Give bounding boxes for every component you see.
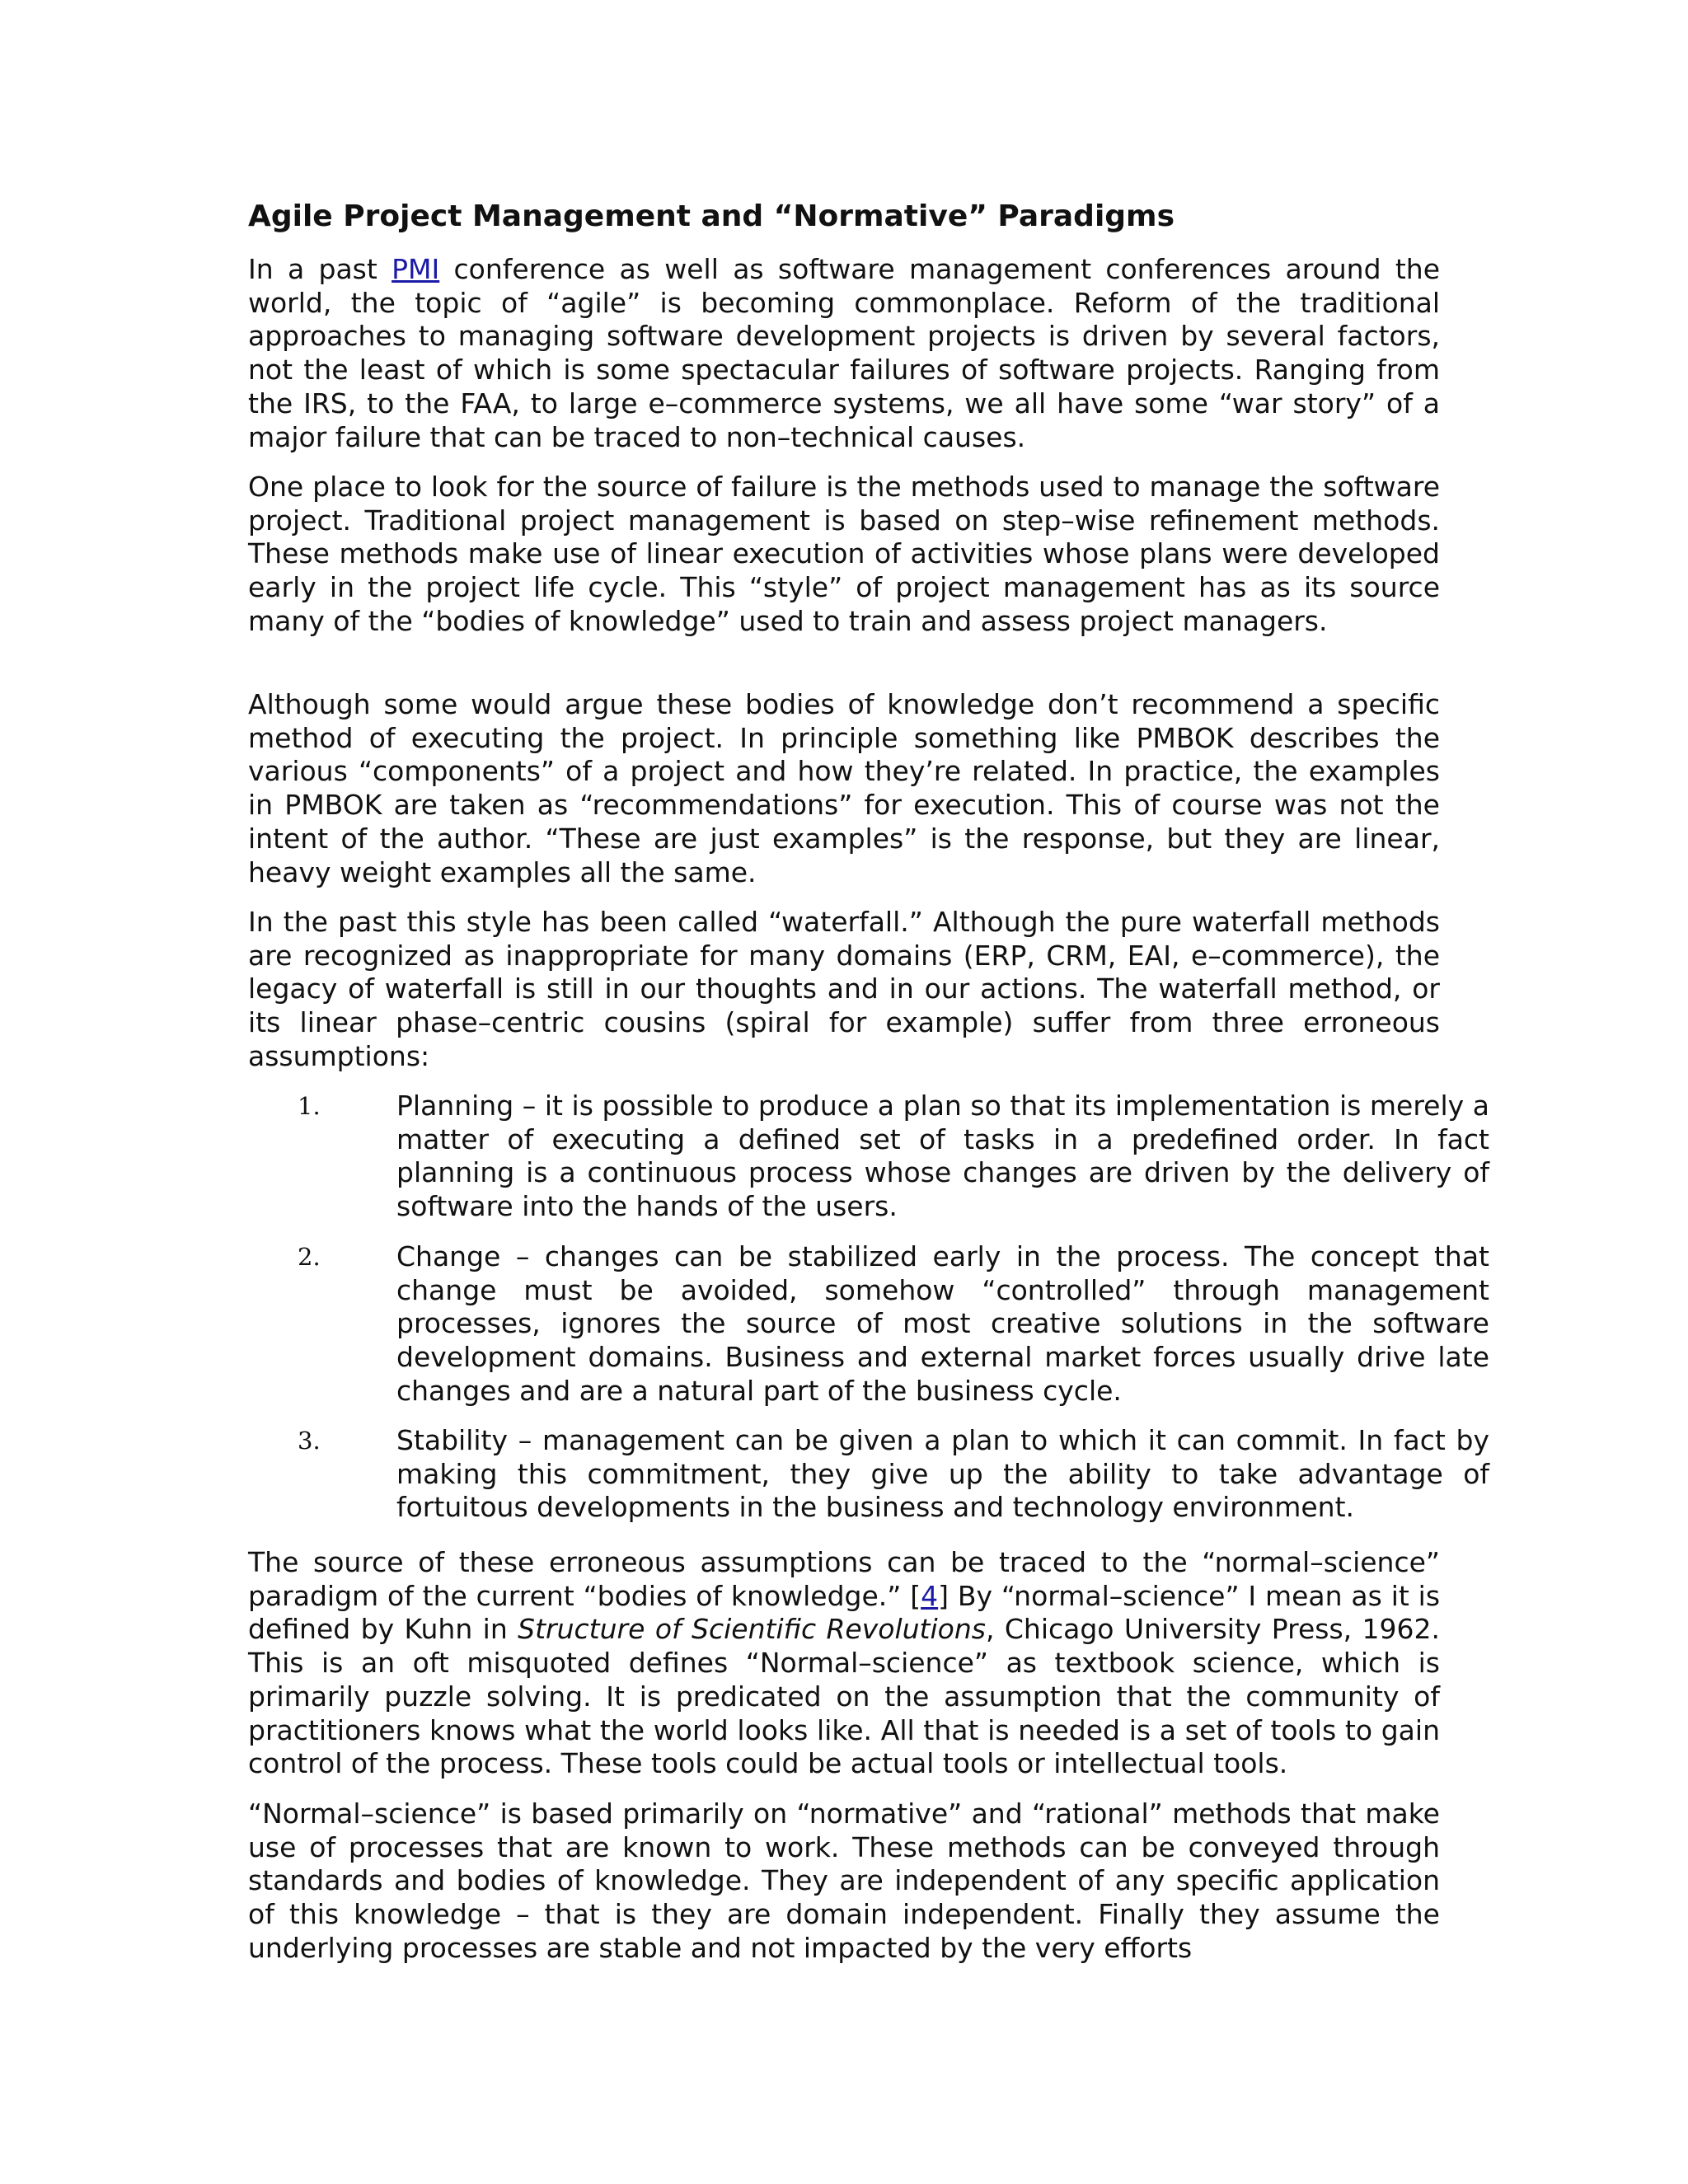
paragraph-1-lead: In a past (248, 253, 392, 285)
book-title: Structure of Scientific Revolutions (518, 1613, 986, 1646)
document-title: Agile Project Management and “Normative” Paradigms (248, 199, 1175, 233)
pmi-link[interactable]: PMI (392, 253, 440, 285)
list-number: 2. (298, 1243, 321, 1271)
reference-link[interactable]: 4 (921, 1579, 939, 1612)
list-item-text: Change – changes can be stabilized early in the process. The concept that change must be avoided, somehow “controlled” through management processes, ignores the source of most creative solutions in the software development domains. Business and external market forces usually drive late changes and are a natural part of the business cycle. (396, 1240, 1489, 1407)
paragraph-4: In the past this style has been called “waterfall.” Although the pure waterfall methods are recognized as inappropriate for many domains (ERP, CRM, EAI, e–commerce), the legacy of waterfall is still in our thoughts and in our actions. The waterfall method, or its linear phase–centric cousins (spiral for example) suffer from three erroneous assumptions: (248, 906, 1440, 1072)
list-number: 1. (298, 1092, 321, 1120)
paragraph-5-middle: ] By “normal–science” I mean as it is defined by Kuhn in (248, 1579, 1441, 1646)
paragraph-5 (248, 1546, 1440, 1781)
list-number: 3. (298, 1427, 321, 1455)
paragraph-1-body: conference as well as software management conferences around the world, the topic of “agile” is becoming commonplace. Reform of the traditional approaches to managing software development projects is driven by several factors, not the least of which is some spectacular failures of software projects. Ranging from the IRS, to the FAA, to large e–commerce systems, we all have some “war story” of a major failure that can be traced to non–technical causes. (248, 253, 1440, 453)
list-item-text: Stability – management can be given a plan to which it can commit. In fact by making this commitment, they give up the ability to take advantage of fortuitous developments in the business and technology environment. (396, 1424, 1489, 1524)
paragraph-5-tail: , Chicago University Press, 1962. This is an oft misquoted defines “Normal–science” as textbook science, which is primarily puzzle solving. It is predicated on the assumption that the community of practitioners knows what the world looks like. All that is needed is a set of tools to gain control of the process. These tools could be actual tools or intellectual tools. (248, 1613, 1441, 1780)
paragraph-3: Although some would argue these bodies of knowledge don’t recommend a specific method of executing the project. In principle something like PMBOK describes the various “components” of a project and how they’re related. In practice, the examples in PMBOK are taken as “recommendations” for execution. This of course was not the intent of the author. “These are just examples” is the response, but they are linear, heavy weight examples all the same. (248, 688, 1440, 888)
paragraph-2: One place to look for the source of failure is the methods used to manage the software project. Traditional project management is based on step–wise refinement methods. These methods make use of linear execution of activities whose plans were developed early in the project life cycle. This “style” of project management has as its source many of the “bodies of knowledge” used to train and assess project managers. (248, 471, 1440, 637)
paragraph-6: “Normal–science” is based primarily on “normative” and “rational” methods that make use of processes that are known to work. These methods can be conveyed through standards and bodies of knowledge. They are independent of any specific application of this knowledge – that is they are domain independent. Finally they assume the underlying processes are stable and not impacted by the very efforts (248, 1797, 1440, 1964)
paragraph-5-lead: The source of these erroneous assumptions can be traced to the “normal–science” paradigm of the current “bodies of knowledge.” [ (248, 1546, 1440, 1612)
paragraph-1 (248, 253, 1440, 454)
list-item-text: Planning – it is possible to produce a plan so that its implementation is merely a matter of executing a defined set of tasks in a predefined order. In fact planning is a continuous process whose changes are driven by the delivery of software into the hands of the users. (396, 1090, 1489, 1223)
